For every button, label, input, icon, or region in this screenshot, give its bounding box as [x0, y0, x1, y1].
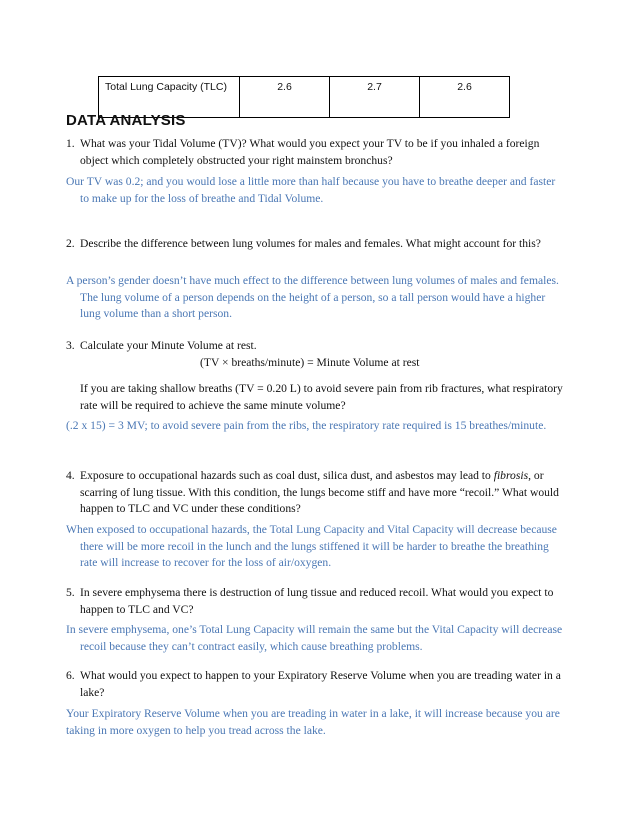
section-heading: DATA ANALYSIS [66, 112, 186, 129]
minute-volume-formula: (TV × breaths/minute) = Minute Volume at rest [200, 356, 420, 369]
question-text: What would you expect to happen to your Expiratory Reserve Volume when you are treading water in a lake? [80, 669, 561, 699]
question-text: Describe the difference between lung volumes for males and females. What might account for this? [80, 237, 541, 250]
question-number: 3. [66, 339, 75, 352]
fibrosis-term: fibrosis [493, 469, 529, 482]
question-1 [66, 136, 566, 169]
question-number: 2. [66, 237, 75, 250]
question-5 [66, 585, 566, 618]
question-number: 1. [66, 137, 75, 150]
question-4 [66, 468, 566, 518]
answer-5: In severe emphysema, one’s Total Lung Capacity will remain the same but the Vital Capacity will decrease recoil because they can’t contract easily, which cause breathing problems. [66, 623, 563, 653]
answer-3: (.2 x 15) = 3 MV; to avoid severe pain from the ribs, the respiratory rate required is 15 breathes/minute. [66, 419, 547, 432]
value-cell-2: 2.7 [330, 77, 420, 118]
question-3 [66, 338, 566, 355]
question-text: In severe emphysema there is destruction of lung tissue and reduced recoil. What would you expect to happen to TLC and VC? [80, 586, 554, 616]
question-text: Calculate your Minute Volume at rest. [80, 339, 257, 352]
value-cell-3: 2.6 [420, 77, 510, 118]
question-2 [66, 236, 566, 253]
answer-2: A person’s gender doesn’t have much effect to the difference between lung volumes of males and females. The lung volume of a person depends on the height of a person, so a tall person would have a higher lung volume than a short person. [66, 274, 559, 320]
question-text: What was your Tidal Volume (TV)? What would you expect your TV to be if you inhaled a foreign object which completely obstructed your right mainstem bronchus? [80, 137, 540, 167]
value-cell-1: 2.6 [240, 77, 330, 118]
question-text: Exposure to occupational hazards such as coal dust, silica dust, and asbestos may lead to [80, 469, 494, 482]
answer-1: Our TV was 0.2; and you would lose a little more than half because you have to breathe deeper and faster to make up for the loss of breathe and Tidal Volume. [66, 175, 556, 205]
question-number: 4. [66, 469, 75, 482]
answer-4: When exposed to occupational hazards, the Total Lung Capacity and Vital Capacity will decrease because there will be more recoil in the lunch and the lungs stiffened it will be harder to breathe the breathing rate will increase to recover for the loss of air/oxygen. [66, 523, 557, 569]
row-label: Total Lung Capacity (TLC) [99, 77, 240, 118]
question-6 [66, 668, 566, 701]
question-number: 6. [66, 669, 75, 682]
question-3-followup: If you are taking shallow breaths (TV = 0.20 L) to avoid severe pain from rib fractures, what respiratory rate will be required to achieve the same minute volume? [80, 382, 563, 412]
question-number: 5. [66, 586, 75, 599]
question-text: , or scarring of lung tissue. With this condition, the lungs become stiff and have more “recoil.” What would happen to TLC and VC under these conditions? [80, 469, 559, 515]
answer-6: Your Expiratory Reserve Volume when you are treading in water in a lake, it will increase because you are taking in more oxygen to help you tread across the lake. [66, 707, 560, 737]
